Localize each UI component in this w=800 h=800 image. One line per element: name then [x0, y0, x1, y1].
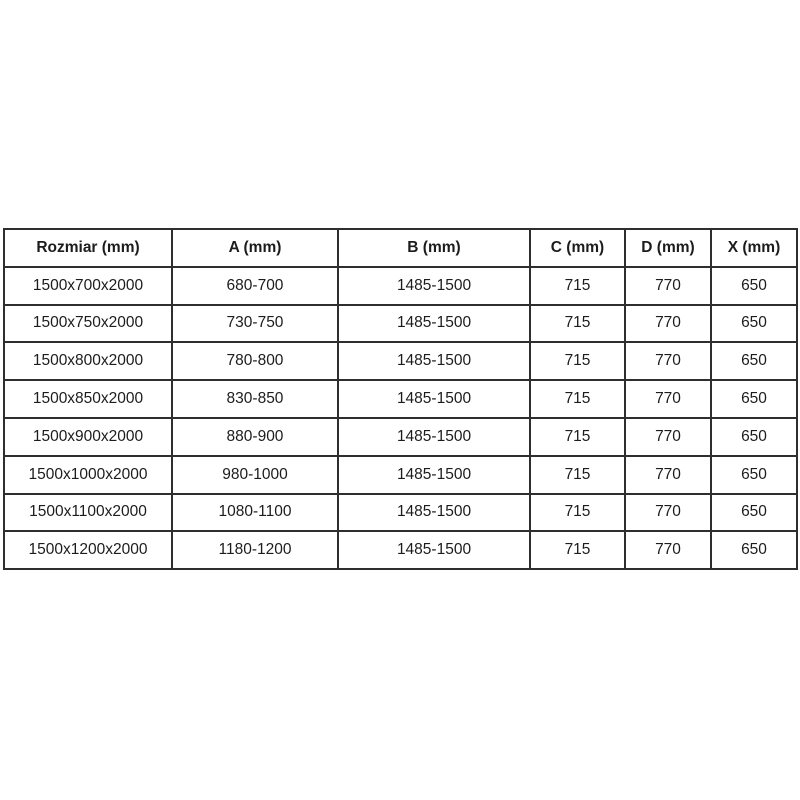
table-cell: 1485-1500: [338, 531, 530, 569]
dimensions-table: [3, 228, 798, 570]
table-cell: 715: [530, 494, 625, 532]
table-cell: 1500x900x2000: [4, 418, 172, 456]
table-cell: 1500x700x2000: [4, 267, 172, 305]
table-cell: 830-850: [172, 380, 338, 418]
table-row: [4, 305, 797, 343]
table-cell: 715: [530, 531, 625, 569]
header-rozmiar: Rozmiar (mm): [4, 229, 172, 267]
table-cell: 1485-1500: [338, 267, 530, 305]
table-cell: 650: [711, 531, 797, 569]
table-body: [4, 267, 797, 569]
table-cell: 1500x750x2000: [4, 305, 172, 343]
table-cell: 1485-1500: [338, 380, 530, 418]
header-b: B (mm): [338, 229, 530, 267]
table-cell: 1500x850x2000: [4, 380, 172, 418]
table-cell: 770: [625, 494, 711, 532]
table-cell: 770: [625, 305, 711, 343]
table-header-row: [4, 229, 797, 267]
table-cell: 650: [711, 305, 797, 343]
table-cell: 980-1000: [172, 456, 338, 494]
table-cell: 770: [625, 342, 711, 380]
table-cell: 770: [625, 380, 711, 418]
table-cell: 1485-1500: [338, 456, 530, 494]
table-row: [4, 494, 797, 532]
table-cell: 1485-1500: [338, 494, 530, 532]
table-cell: 715: [530, 342, 625, 380]
table-cell: 1180-1200: [172, 531, 338, 569]
table-row: [4, 418, 797, 456]
table-cell: 730-750: [172, 305, 338, 343]
table-cell: 715: [530, 380, 625, 418]
table-row: [4, 380, 797, 418]
table-cell: 650: [711, 494, 797, 532]
table-cell: 715: [530, 418, 625, 456]
table-cell: 1500x1000x2000: [4, 456, 172, 494]
header-c: C (mm): [530, 229, 625, 267]
table-cell: 1500x800x2000: [4, 342, 172, 380]
table-cell: 680-700: [172, 267, 338, 305]
table-cell: 770: [625, 531, 711, 569]
table-cell: 770: [625, 456, 711, 494]
table-cell: 1485-1500: [338, 305, 530, 343]
header-a: A (mm): [172, 229, 338, 267]
table-cell: 1500x1100x2000: [4, 494, 172, 532]
table-cell: 650: [711, 456, 797, 494]
table-cell: 650: [711, 418, 797, 456]
table-row: [4, 267, 797, 305]
table-cell: 770: [625, 418, 711, 456]
table-cell: 1080-1100: [172, 494, 338, 532]
table-cell: 715: [530, 305, 625, 343]
table-cell: 650: [711, 342, 797, 380]
table-cell: 715: [530, 267, 625, 305]
table-cell: 1485-1500: [338, 418, 530, 456]
table-row: [4, 342, 797, 380]
table-cell: 1500x1200x2000: [4, 531, 172, 569]
table-cell: 780-800: [172, 342, 338, 380]
header-x: X (mm): [711, 229, 797, 267]
table-row: [4, 456, 797, 494]
table-cell: 880-900: [172, 418, 338, 456]
table-cell: 1485-1500: [338, 342, 530, 380]
table-cell: 715: [530, 456, 625, 494]
header-d: D (mm): [625, 229, 711, 267]
table-cell: 650: [711, 267, 797, 305]
table-cell: 770: [625, 267, 711, 305]
table-cell: 650: [711, 380, 797, 418]
table-row: [4, 531, 797, 569]
